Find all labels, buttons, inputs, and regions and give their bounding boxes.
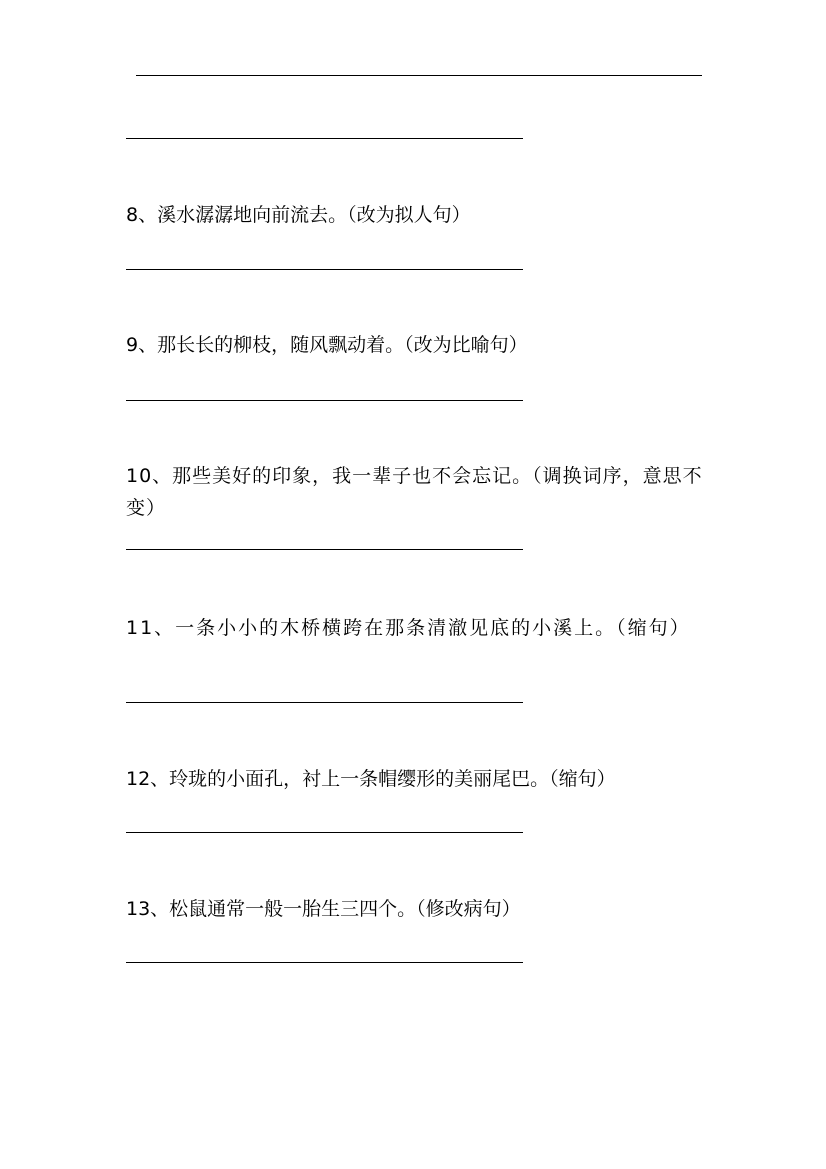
answer-line-12[interactable] [126, 832, 523, 833]
answer-line-7[interactable] [126, 138, 523, 139]
question-9: 9、那长长的柳枝，随风飘动着。（改为比喻句） [126, 334, 528, 356]
question-13: 13、松鼠通常一般一胎生三四个。（修改病句） [126, 898, 521, 920]
question-12: 12、玲珑的小面孔，衬上一条帽缨形的美丽尾巴。（缩句） [126, 768, 616, 790]
answer-line-9[interactable] [126, 400, 523, 401]
question-11: 11、一条小小的木桥横跨在那条清澈见底的小溪上。（缩句） [126, 617, 691, 639]
answer-line-8[interactable] [126, 269, 523, 270]
header-rule [136, 75, 702, 76]
answer-line-11[interactable] [126, 702, 523, 703]
answer-line-10[interactable] [126, 549, 523, 550]
question-10: 10、那些美好的印象，我一辈子也不会忘记。（调换词序，意思不变） [126, 465, 703, 519]
question-8: 8、溪水潺潺地向前流去。（改为拟人句） [126, 204, 471, 226]
answer-line-13[interactable] [126, 962, 523, 963]
